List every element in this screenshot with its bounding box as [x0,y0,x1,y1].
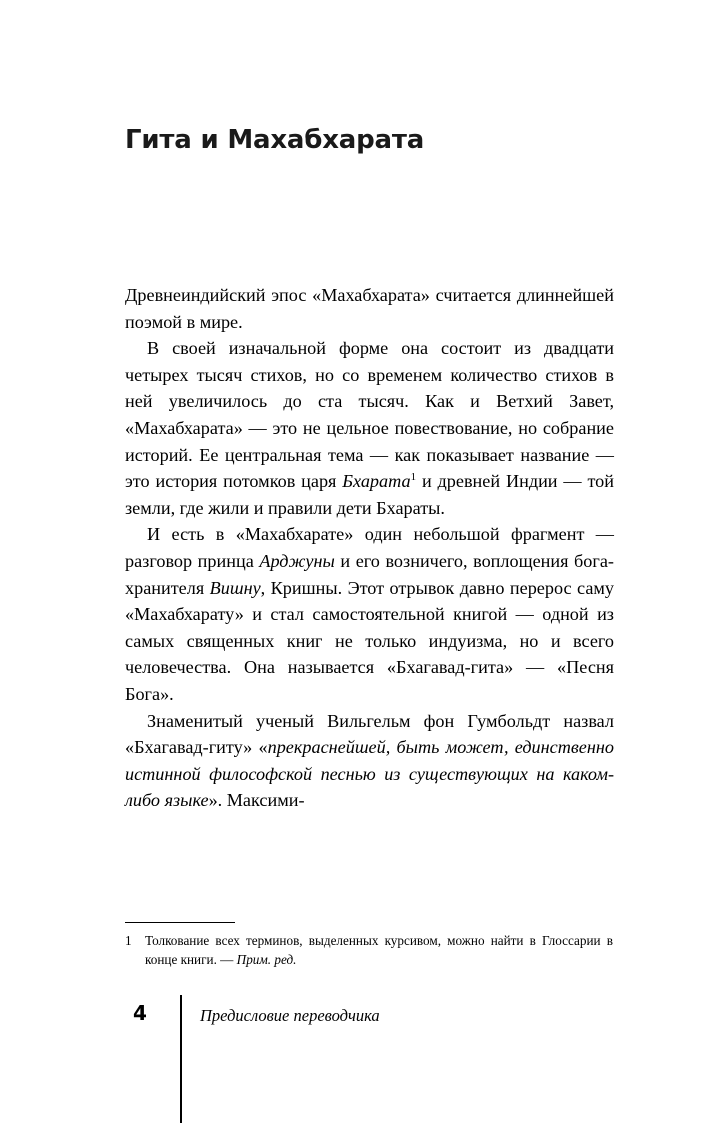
paragraph-2-text-before-italic: В своей изначальной форме она состоит из двадцати четырех тысяч стихов, но со временем количество стихов в ней увеличилось до ста тысяч. Как и Ветхий Завет, «Махабхарата» — это не цельное повествование, но собрание историй. Ее центральная тема — как показывает название — это история потомков царя [125,338,614,492]
page-number: 4 [133,1001,147,1025]
paragraph-3-text-a: И есть в «Махабхарате» один небольшой фрагмент — разговор принца [125,524,614,571]
paragraph-1 [125,282,614,335]
paragraph-4-text-b: ». Максими- [208,790,305,811]
footnote-attribution: Прим. ред. [236,952,297,967]
paragraph-1-text: Древнеиндийский эпос «Махабхарата» считается длиннейшей поэмой в мире. [125,285,614,332]
footnote [125,931,616,969]
paragraph-4-text-a: Знаменитый ученый Вильгельм фон Гумбольдт назвал «Бхагавад-гиту» « [125,710,614,758]
quotation-humboldt: прекраснейшей, быть может, единственно истинной философской песнью из существующих на каком-либо языке [125,737,614,811]
footnote-marker: 1 [125,933,132,948]
footnote-text: Толкование всех терминов, выделенных курсивом, можно найти в Глоссарии в конце книги. — [145,933,613,967]
paragraph-2 [125,335,614,521]
term-bharata: Бхарата [342,471,411,492]
term-arjuna: Арджуны [259,550,335,571]
footer-divider [180,995,182,1123]
footnote-body [145,931,613,969]
footnote-divider [125,922,235,923]
paragraph-3-text-b: и его возничего, воплощения бога-хранителя [125,550,614,598]
term-vishnu: Вишну [209,577,261,598]
paragraph-4 [125,708,614,814]
body-text [125,282,614,814]
running-head: Предисловие переводчика [200,1006,380,1025]
paragraph-3 [125,521,614,707]
footnote-reference: 1 [410,471,417,484]
page-title: Гита и Махабхарата [125,125,425,156]
paragraph-3-text-c: , Кришны. Этот отрывок давно перерос саму «Махабхарату» и стал самостоятельной книгой — одной из самых священных книг не только индуизма, но и всего человечества. Она называется «Бхагавад-гита» — «Песня Бога». [125,577,614,704]
paragraph-2-text-after-italic: и древней Индии — той земли, где жили и правили дети Бхараты. [125,471,614,518]
